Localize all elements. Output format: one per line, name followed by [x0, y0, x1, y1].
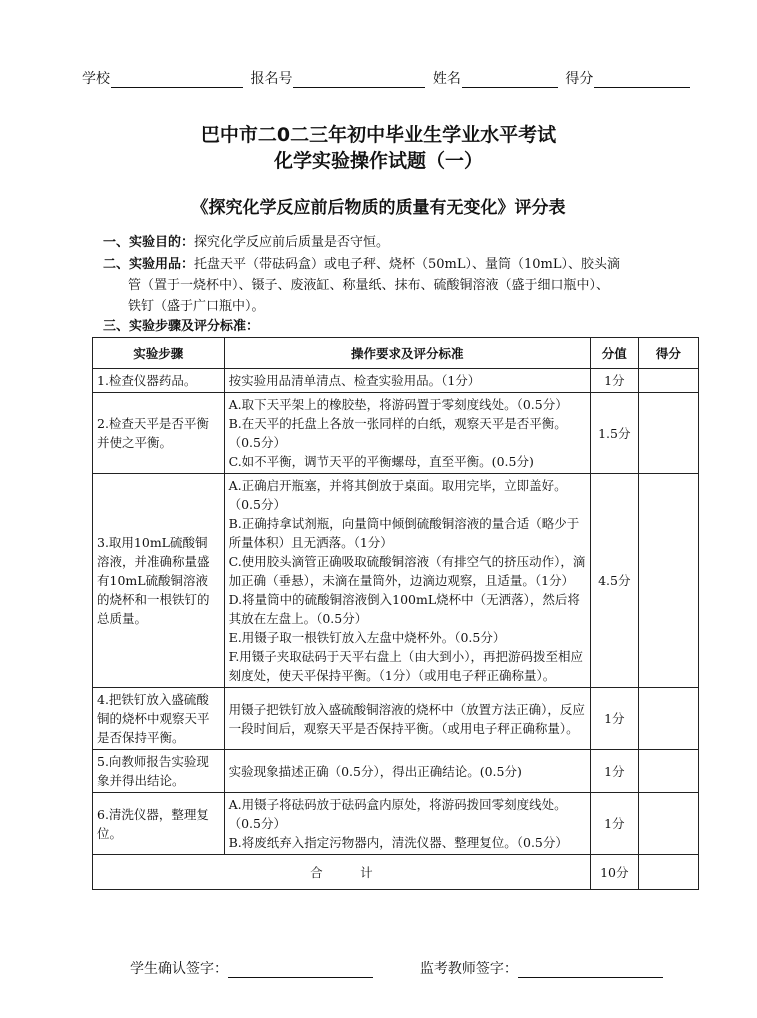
school-blank [111, 73, 243, 88]
purpose-section [103, 232, 693, 253]
reg-number-blank [293, 73, 425, 88]
step-cell: 3.取用10mL硫酸铜溶液，并准确称量盛有10mL硫酸铜溶液的烧杯和一根铁钉的总质量。 [93, 474, 225, 688]
table-row [93, 688, 699, 750]
header-step: 实验步骤 [93, 338, 225, 369]
value-cell: 1分 [590, 750, 638, 793]
header-value: 分值 [590, 338, 638, 369]
table-row [93, 393, 699, 474]
requirement-text: A.用镊子将砝码放于砝码盒内原处，将游码拨回零刻度线处。（0.5分） [228, 797, 567, 831]
requirement-text: E.用镊子取一根铁钉放入左盘中烧杯外。（0.5分） [228, 630, 506, 645]
score-cell[interactable] [638, 474, 698, 688]
requirement-text: A.取下天平架上的橡胶垫，将游码置于零刻度线处。（0.5分） [228, 397, 568, 412]
requirement-text: C.如不平衡，调节天平的平衡螺母，直至平衡。(0.5分) [228, 454, 534, 469]
step-cell: 6.清洗仪器，整理复位。 [93, 793, 225, 855]
materials-text-3: 铁钉（盛于广口瓶中）。 [128, 299, 265, 314]
requirement-cell [224, 393, 590, 474]
step-cell: 2.检查天平是否平衡并使之平衡。 [93, 393, 225, 474]
requirement-text: C.使用胶头滴管正确吸取硫酸铜溶液（有排空气的挤压动作），滴加正确（垂悬），未滴在量筒外，边滴边观察，且适量。（1分） [228, 554, 586, 588]
step-cell: 1.检查仪器药品。 [93, 369, 225, 393]
score-cell[interactable] [638, 393, 698, 474]
requirement-text: D.将量筒中的硫酸铜溶液倒入100mL烧杯中（无洒落），然后将其放在左盘上。（0.5分） [228, 592, 580, 626]
total-label: 合 计 [93, 855, 591, 890]
teacher-sign-label: 监考教师签字： [419, 961, 518, 977]
score-label: 得分 [565, 71, 594, 87]
requirement-text: F.用镊子夹取砝码于天平右盘上（由大到小），再把游码拨至相应刻度处，使天平保持平衡。（1分）（或用电子秤正确称量）。 [228, 649, 584, 683]
value-cell: 1.5分 [590, 393, 638, 474]
exam-info-line [82, 68, 710, 88]
student-sign-label: 学生确认签字： [130, 961, 228, 977]
reg-number-label: 报名号 [250, 71, 293, 87]
score-cell[interactable] [638, 793, 698, 855]
requirement-text: B.在天平的托盘上各放一张同样的白纸，观察天平是否平衡。（0.5分） [228, 416, 567, 450]
requirement-text: 按实验用品清单清点、检查实验用品。（1分） [228, 373, 481, 388]
requirement-text: 实验现象描述正确（0.5分），得出正确结论。(0.5分) [228, 763, 522, 779]
requirement-text: 用镊子把铁钉放入盛硫酸铜溶液的烧杯中（放置方法正确），反应一段时间后，观察天平是否保持平衡。（或用电子秤正确称量）。 [228, 701, 585, 736]
steps-heading: 三、实验步骤及评分标准： [103, 319, 260, 334]
requirement-text: A.正确启开瓶塞，并将其倒放于桌面。取用完毕，立即盖好。（0.5分） [228, 478, 567, 512]
header-score: 得分 [638, 338, 698, 369]
step-cell: 5.向教师报告实验现象并得出结论。 [93, 750, 225, 793]
materials-heading: 二、实验用品： [103, 257, 195, 272]
materials-text-2: 管（置于一烧杯中）、镊子、废液缸、称量纸、抹布、硫酸铜溶液（盛于细口瓶中）、 [128, 278, 610, 293]
score-cell[interactable] [638, 369, 698, 393]
requirement-cell [224, 750, 590, 793]
score-blank [594, 73, 690, 88]
value-cell: 1分 [590, 793, 638, 855]
value-cell: 1分 [590, 369, 638, 393]
purpose-text: 探究化学反应前后质量是否守恒。 [194, 235, 390, 250]
score-cell[interactable] [638, 688, 698, 750]
exam-subtitle: 化学实验操作试题（一） [273, 150, 483, 172]
total-score-cell[interactable] [638, 855, 698, 890]
scoring-table [92, 337, 699, 890]
name-label: 姓名 [432, 71, 461, 87]
total-value: 10分 [590, 855, 638, 890]
table-row [93, 793, 699, 855]
step-cell: 4.把铁钉放入盛硫酸铜的烧杯中观察天平是否保持平衡。 [93, 688, 225, 750]
school-label: 学校 [82, 71, 110, 87]
steps-section [103, 316, 693, 337]
value-cell: 1分 [590, 688, 638, 750]
signature-line [130, 958, 663, 978]
requirement-text: B.将废纸弃入指定污物器内，清洗仪器、整理复位。（0.5分） [228, 835, 568, 850]
requirement-text: B.正确持拿试剂瓶，向量筒中倾倒硫酸铜溶液的量合适（略少于所量体积）且无洒落。（1分） [228, 516, 580, 550]
table-row [93, 750, 699, 793]
student-sign-blank[interactable] [228, 963, 373, 978]
requirement-cell [224, 474, 590, 688]
table-row [93, 474, 699, 688]
materials-text-1: 托盘天平（带砝码盒）或电子秤、烧杯（50mL）、量筒（10mL）、胶头滴 [194, 257, 621, 272]
header-requirements: 操作要求及评分标准 [224, 338, 590, 369]
scoresheet-title: 《探究化学反应前后物质的质量有无变化》评分表 [191, 198, 566, 218]
teacher-sign-blank[interactable] [518, 963, 663, 978]
purpose-heading: 一、实验目的： [103, 235, 195, 250]
requirement-cell [224, 688, 590, 750]
requirement-cell [224, 793, 590, 855]
materials-section [103, 254, 693, 317]
table-header-row [93, 338, 699, 369]
value-cell: 4.5分 [590, 474, 638, 688]
table-row [93, 369, 699, 393]
exam-title: 巴中市二0二三年初中毕业生学业水平考试 [200, 124, 557, 146]
score-cell[interactable] [638, 750, 698, 793]
name-blank [462, 73, 558, 88]
requirement-cell [224, 369, 590, 393]
total-row [93, 855, 699, 890]
